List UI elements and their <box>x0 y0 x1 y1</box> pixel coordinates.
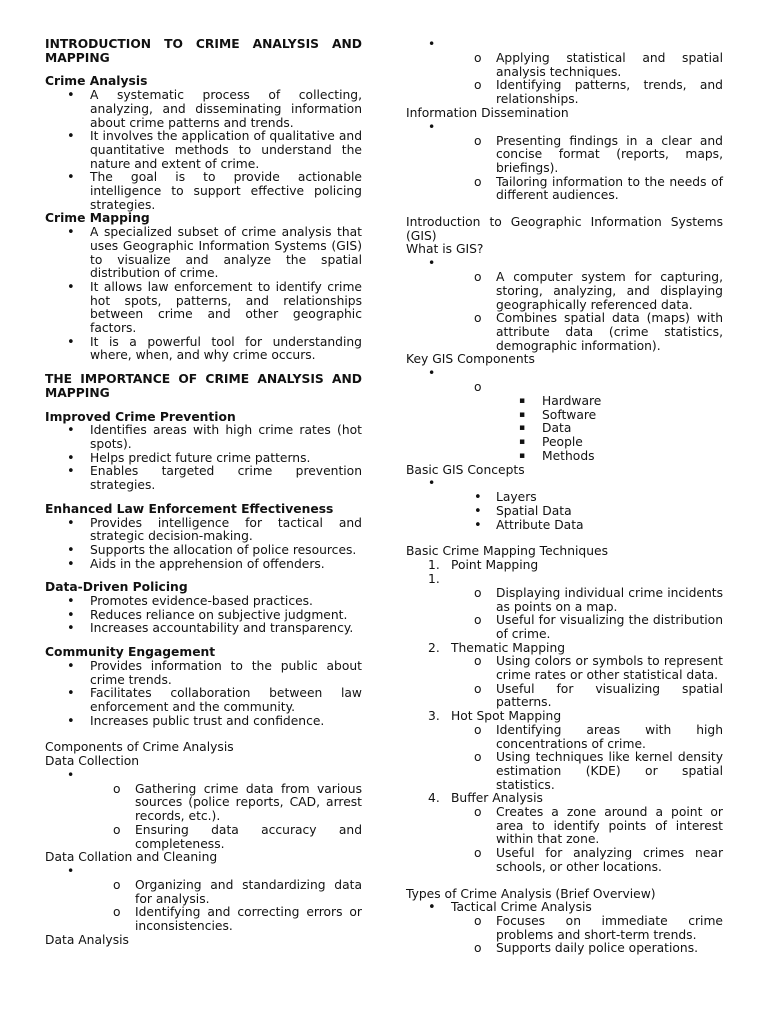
heading-gis-intro: Introduction to Geographic Information Systems (GIS) <box>406 215 723 243</box>
circle-bullet-icon: o <box>474 750 482 765</box>
list-item: o Gathering crime data from various sources (police reports, CAD, arrest records, etc.). <box>113 781 362 824</box>
circle-bullet-icon: o <box>474 846 482 861</box>
title-intro: INTRODUCTION TO CRIME ANALYSIS AND MAPPING <box>45 37 362 65</box>
list-item: 4. Buffer Analysis <box>428 791 543 806</box>
list-item: o Useful for visualizing the distribution of crime. <box>474 613 723 641</box>
bullet-icon: • <box>67 129 75 145</box>
heading-data-collection: Data Collection <box>45 754 140 769</box>
circle-bullet-icon: o <box>474 805 482 820</box>
list-item: • It is a powerful tool for understanding where, when, and why crime occurs. <box>67 334 362 363</box>
list-item: ▪ Methods <box>519 448 595 463</box>
circle-bullet-icon: o <box>474 311 482 326</box>
bullet-icon: • <box>67 423 75 439</box>
list-item: o Combines spatial data (maps) with attribute data (crime statistics, demographic information). <box>474 311 723 353</box>
title-importance: THE IMPORTANCE OF CRIME ANALYSIS AND MAPPING <box>45 372 362 400</box>
list-item: o Displaying individual crime incidents as points on a map. <box>474 585 723 614</box>
list-item: o Tailoring information to the needs of different audiences. <box>474 174 723 203</box>
circle-bullet-icon: o <box>474 133 482 148</box>
list-item: • Helps predict future crime patterns. <box>67 450 311 466</box>
bullet-icon: • <box>67 767 75 782</box>
bullet-icon: • <box>67 658 75 674</box>
circle-bullet-icon: o <box>474 270 482 285</box>
list-item <box>45 865 362 879</box>
list-item: ▪ Software <box>519 407 597 422</box>
heading-techniques: Basic Crime Mapping Techniques <box>406 544 608 559</box>
list-item: • Increases public trust and confidence. <box>67 713 325 729</box>
list-item: • Spatial Data <box>474 503 572 519</box>
circle-bullet-icon: o <box>474 51 482 65</box>
heading-dissemination: Information Dissemination <box>406 105 569 120</box>
circle-bullet-icon: o <box>113 877 121 892</box>
list-item: • Layers <box>474 490 537 506</box>
heading-types: Types of Crime Analysis (Brief Overview) <box>406 886 656 901</box>
list-item: o A computer system for capturing, storing, analyzing, and displaying geographically referenced data. <box>474 270 723 312</box>
heading-data-analysis: Data Analysis <box>45 932 129 947</box>
bullet-icon: • <box>474 490 482 506</box>
bullet-icon: • <box>474 503 482 519</box>
bullet-icon: • <box>67 334 75 350</box>
bullet-icon: • <box>474 517 482 533</box>
circle-bullet-icon: o <box>474 380 482 395</box>
list-item: o Identifying and correcting errors or inconsistencies. <box>113 905 362 934</box>
list-item: ▪ People <box>519 435 583 450</box>
list-item <box>406 38 723 52</box>
list-item: o Ensuring data accuracy and completeness. <box>113 822 362 851</box>
list-item: • A systematic process of collecting, analyzing, and disseminating information about crime patterns and trends. <box>67 88 362 130</box>
heading-collation: Data Collation and Cleaning <box>45 850 218 865</box>
list-item: o Useful for analyzing crimes near schools, or other locations. <box>474 846 723 874</box>
bullet-icon: • <box>67 607 75 623</box>
bullet-icon: • <box>428 256 436 271</box>
list-item: 2. Thematic Mapping <box>428 640 566 655</box>
list-item: ▪ Hardware <box>519 394 602 409</box>
square-bullet-icon: ▪ <box>519 409 526 420</box>
left-column <box>45 38 362 947</box>
list-item <box>406 257 723 271</box>
list-item <box>406 367 723 381</box>
list-item: o Using colors or symbols to represent crime rates or other statistical data. <box>474 654 723 683</box>
square-bullet-icon: ▪ <box>519 396 526 407</box>
list-item: • Aids in the apprehension of offenders. <box>67 556 325 572</box>
heading-crime-analysis: Crime Analysis <box>45 74 148 89</box>
square-bullet-icon: ▪ <box>519 437 526 448</box>
bullet-icon: • <box>67 515 75 531</box>
list-item: o Identifying areas with high concentrations of crime. <box>474 722 723 751</box>
list-item: • Promotes evidence-based practices. <box>67 594 313 610</box>
list-item: o Identifying patterns, trends, and relationships. <box>474 78 723 107</box>
square-bullet-icon: ▪ <box>519 423 526 434</box>
list-item <box>406 381 723 395</box>
bullet-icon: • <box>67 713 75 729</box>
circle-bullet-icon: o <box>474 78 482 93</box>
bullet-icon: • <box>67 279 75 295</box>
list-item: • Attribute Data <box>474 517 584 533</box>
bullet-icon: • <box>67 225 75 241</box>
bullet-icon: • <box>428 366 436 381</box>
bullet-icon: • <box>67 542 75 558</box>
bullet-icon: • <box>67 594 75 610</box>
list-item: • Identifies areas with high crime rates (hot spots). <box>67 423 362 451</box>
circle-bullet-icon: o <box>474 654 482 669</box>
circle-bullet-icon: o <box>474 585 482 600</box>
circle-bullet-icon: o <box>113 781 121 796</box>
list-item: • Enables targeted crime prevention strategies. <box>67 464 362 493</box>
bullet-icon: • <box>67 863 75 878</box>
circle-bullet-icon: o <box>113 822 121 837</box>
heading-gis-concepts: Basic GIS Concepts <box>406 462 525 477</box>
list-item: • Supports the allocation of police resources. <box>67 542 357 558</box>
circle-bullet-icon: o <box>474 174 482 189</box>
list-item <box>45 769 362 783</box>
list-item: o Using techniques like kernel density estimation (KDE) or spatial statistics. <box>474 750 723 792</box>
list-item: 1. Point Mapping <box>428 558 539 573</box>
bullet-icon: • <box>428 119 436 134</box>
bullet-icon: • <box>67 464 75 480</box>
bullet-icon: • <box>428 37 436 51</box>
circle-bullet-icon: o <box>113 905 121 920</box>
list-item: o Organizing and standardizing data for analysis. <box>113 877 362 906</box>
bullet-icon: • <box>67 88 75 104</box>
square-bullet-icon: ▪ <box>519 450 526 461</box>
list-item: • Facilitates collaboration between law enforcement and the community. <box>67 686 362 714</box>
circle-bullet-icon: o <box>474 722 482 737</box>
bullet-icon: • <box>67 170 75 186</box>
list-item: o Presenting findings in a clear and concise format (reports, maps, briefings). <box>474 133 723 175</box>
list-item: • Increases accountability and transparency. <box>67 621 354 637</box>
heading-gis-components: Key GIS Components <box>406 352 535 367</box>
bullet-icon: • <box>428 476 436 491</box>
list-item: o Supports daily police operations. <box>474 941 699 956</box>
heading-components: Components of Crime Analysis <box>45 740 234 755</box>
heading-prevention: Improved Crime Prevention <box>45 409 236 424</box>
heading-community: Community Engagement <box>45 645 216 660</box>
list-item: • A specialized subset of crime analysis that uses Geographic Information Systems (GIS) to visualize and analyze the spatial distribution of crime. <box>67 225 362 281</box>
bullet-icon: • <box>67 621 75 637</box>
list-item: • Tactical Crime Analysis <box>428 900 592 916</box>
list-item: • It involves the application of qualitative and quantitative methods to understand the nature and extent of crime. <box>67 129 362 171</box>
list-item: o Creates a zone around a point or area to identify points of interest within that zone. <box>474 805 723 847</box>
list-item: • Provides information to the public about crime trends. <box>67 658 362 687</box>
circle-bullet-icon: o <box>474 681 482 696</box>
heading-data-driven: Data-Driven Policing <box>45 580 188 595</box>
right-column <box>406 38 723 956</box>
list-item: ▪ Data <box>519 421 572 436</box>
heading-effectiveness: Enhanced Law Enforcement Effectiveness <box>45 501 334 516</box>
bullet-icon: • <box>67 686 75 702</box>
bullet-icon: • <box>67 450 75 466</box>
circle-bullet-icon: o <box>474 941 482 956</box>
list-item: • The goal is to provide actionable intelligence to support effective policing strategies. <box>67 170 362 212</box>
list-item <box>406 121 723 135</box>
heading-what-is-gis: What is GIS? <box>406 242 484 257</box>
list-item: 1. <box>428 571 440 586</box>
circle-bullet-icon: o <box>474 913 482 928</box>
list-item: o Applying statistical and spatial analysis techniques. <box>474 51 723 79</box>
bullet-icon: • <box>67 556 75 572</box>
list-item: o Focuses on immediate crime problems and short-term trends. <box>474 913 723 942</box>
bullet-icon: • <box>428 900 436 916</box>
list-item: o Useful for visualizing spatial patterns. <box>474 681 723 710</box>
list-item: 3. Hot Spot Mapping <box>428 709 562 724</box>
list-item: • Provides intelligence for tactical and strategic decision-making. <box>67 515 362 544</box>
heading-crime-mapping: Crime Mapping <box>45 211 150 226</box>
circle-bullet-icon: o <box>474 613 482 628</box>
list-item: • Reduces reliance on subjective judgment. <box>67 607 348 623</box>
list-item: • It allows law enforcement to identify crime hot spots, patterns, and relationships between crime and other geographic factors. <box>67 279 362 336</box>
list-item <box>406 477 723 491</box>
